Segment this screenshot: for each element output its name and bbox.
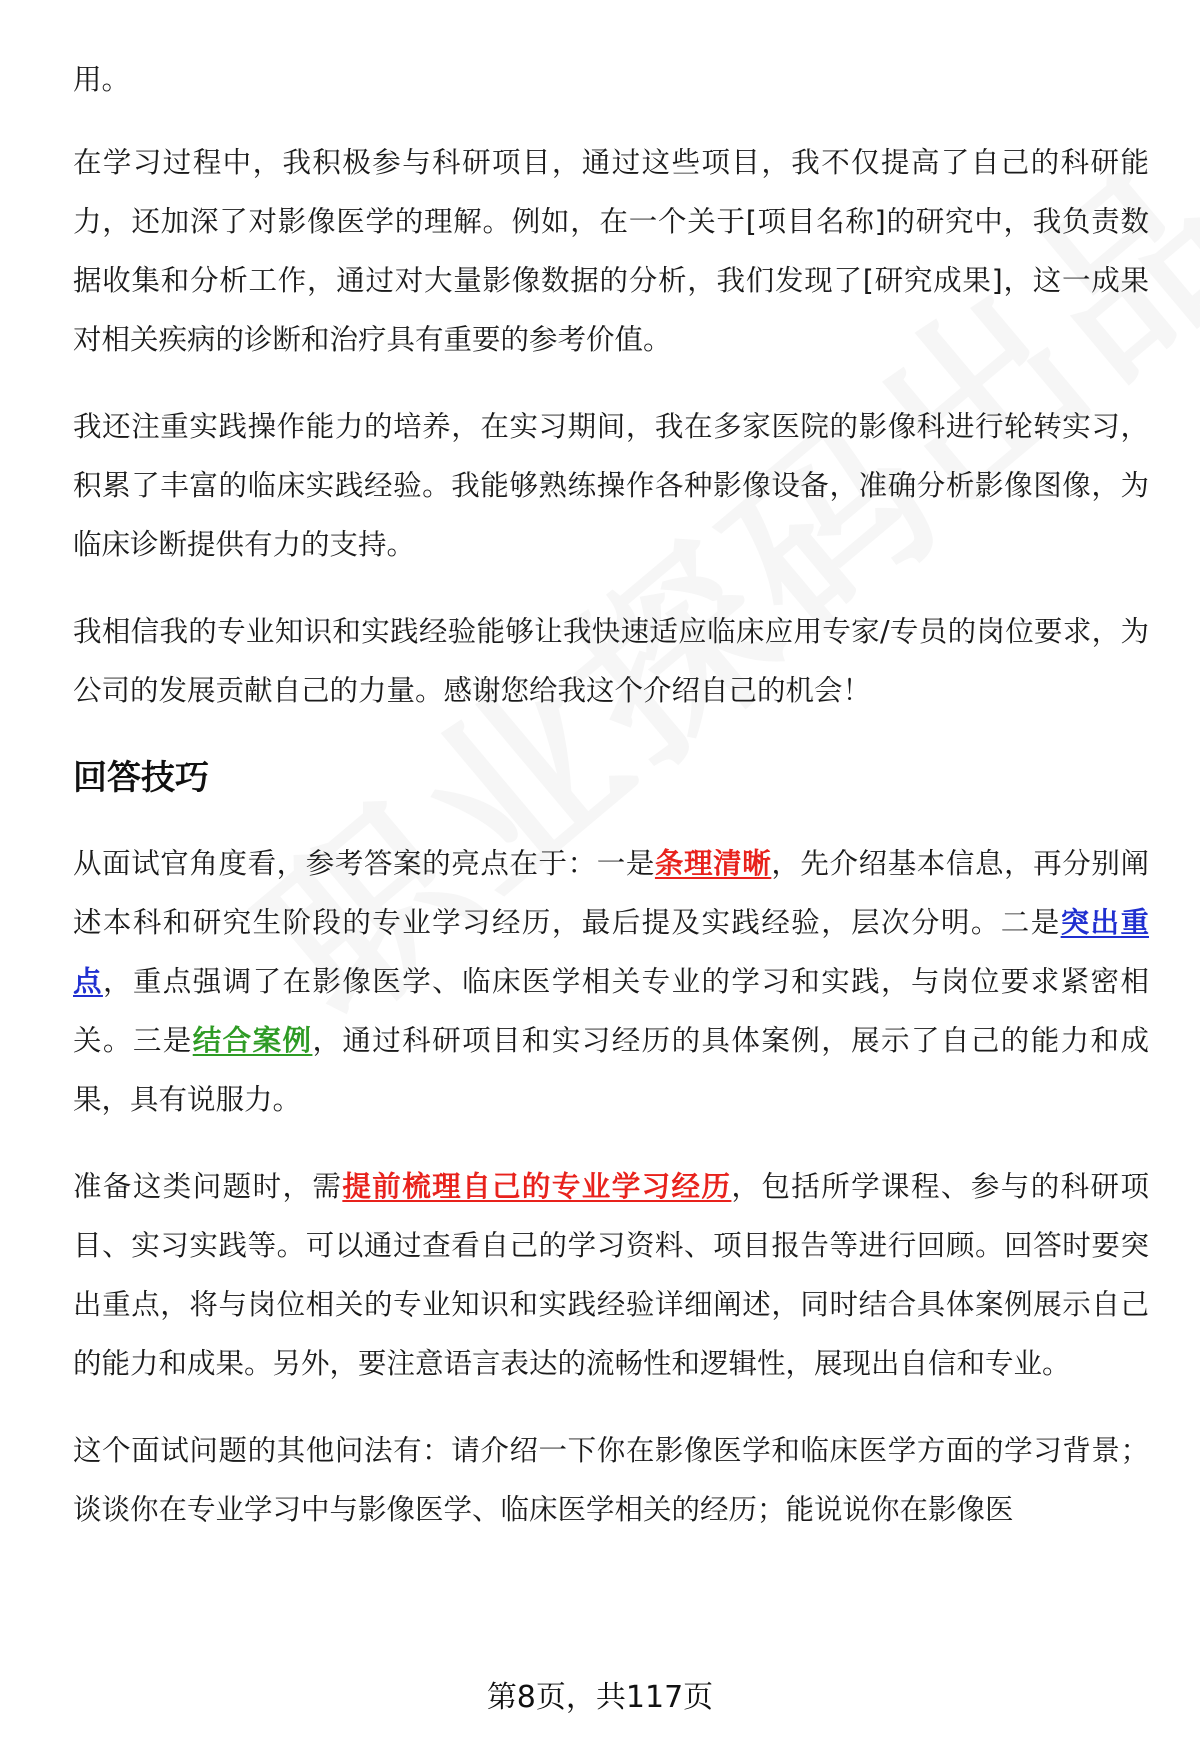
paragraph-practice: 我还注重实践操作能力的培养，在实习期间，我在多家医院的影像科进行轮转实习，积累了丰富的临床实践经验。我能够熟练操作各种影像设备，准确分析影像图像，为临床诊断提供有力的支持。 [73, 410, 1149, 561]
paragraph-preparation [73, 1157, 1149, 1393]
prep-text-2: ，包括所学课程、参与的科研项目、实习实践等。可以通过查看自己的学习资料、项目报告等进行回顾。回答时要突出重点，将与岗位相关的专业知识和实践经验详细阐述，同时结合具体案例展示自己的能力和成果。另外，要注意语言表达的流畅性和逻辑性，展现出自信和专业。 [73, 1170, 1149, 1380]
document-body [73, 50, 1149, 1539]
paragraph-closing: 我相信我的专业知识和实践经验能够让我快速适应临床应用专家/专员的岗位要求，为公司的发展贡献自己的力量。感谢您给我这个介绍自己的机会！ [73, 615, 1149, 707]
paragraph-research: 在学习过程中，我积极参与科研项目，通过这些项目，我不仅提高了自己的科研能力，还加深了对影像医学的理解。例如，在一个关于[项目名称]的研究中，我负责数据收集和分析工作，通过对大量影像数据的分析，我们发现了[研究成果]，这一成果对相关疾病的诊断和治疗具有重要的参考价值。 [73, 146, 1149, 356]
highlight-key-points: 突出重点 [73, 906, 1149, 998]
page-number: 第8页，共117页 [486, 1680, 714, 1715]
prep-text-1: 准备这类问题时，需 [73, 1170, 343, 1203]
paragraph-other-questions: 这个面试问题的其他问法有：请介绍一下你在影像医学和临床医学方面的学习背景；谈谈你在专业学习中与影像医学、临床医学相关的经历；能说说你在影像医 [73, 1434, 1149, 1526]
section-heading-answer-tips: 回答技巧 [73, 758, 209, 798]
tips-text-4: ，通过科研项目和实习经历的具体案例，展示了自己的能力和成果，具有说服力。 [73, 1024, 1149, 1116]
paragraph-tail: 用。 [73, 63, 131, 96]
tips-text-1: 从面试官角度看，参考答案的亮点在于：一是 [73, 847, 655, 880]
tips-text-3: ，重点强调了在影像医学、临床医学相关专业的学习和实践，与岗位要求紧密相关。三是 [73, 965, 1149, 1057]
highlight-case-examples: 结合案例 [192, 1024, 313, 1057]
highlight-review-experience: 提前梳理自己的专业学习经历 [342, 1170, 732, 1203]
highlight-clear-structure: 条理清晰 [654, 847, 772, 880]
tips-text-2: ，先介绍基本信息，再分别阐述本科和研究生阶段的专业学习经历，最后提及实践经验，层次分明。二是 [73, 847, 1149, 939]
paragraph-tips [73, 834, 1149, 1129]
